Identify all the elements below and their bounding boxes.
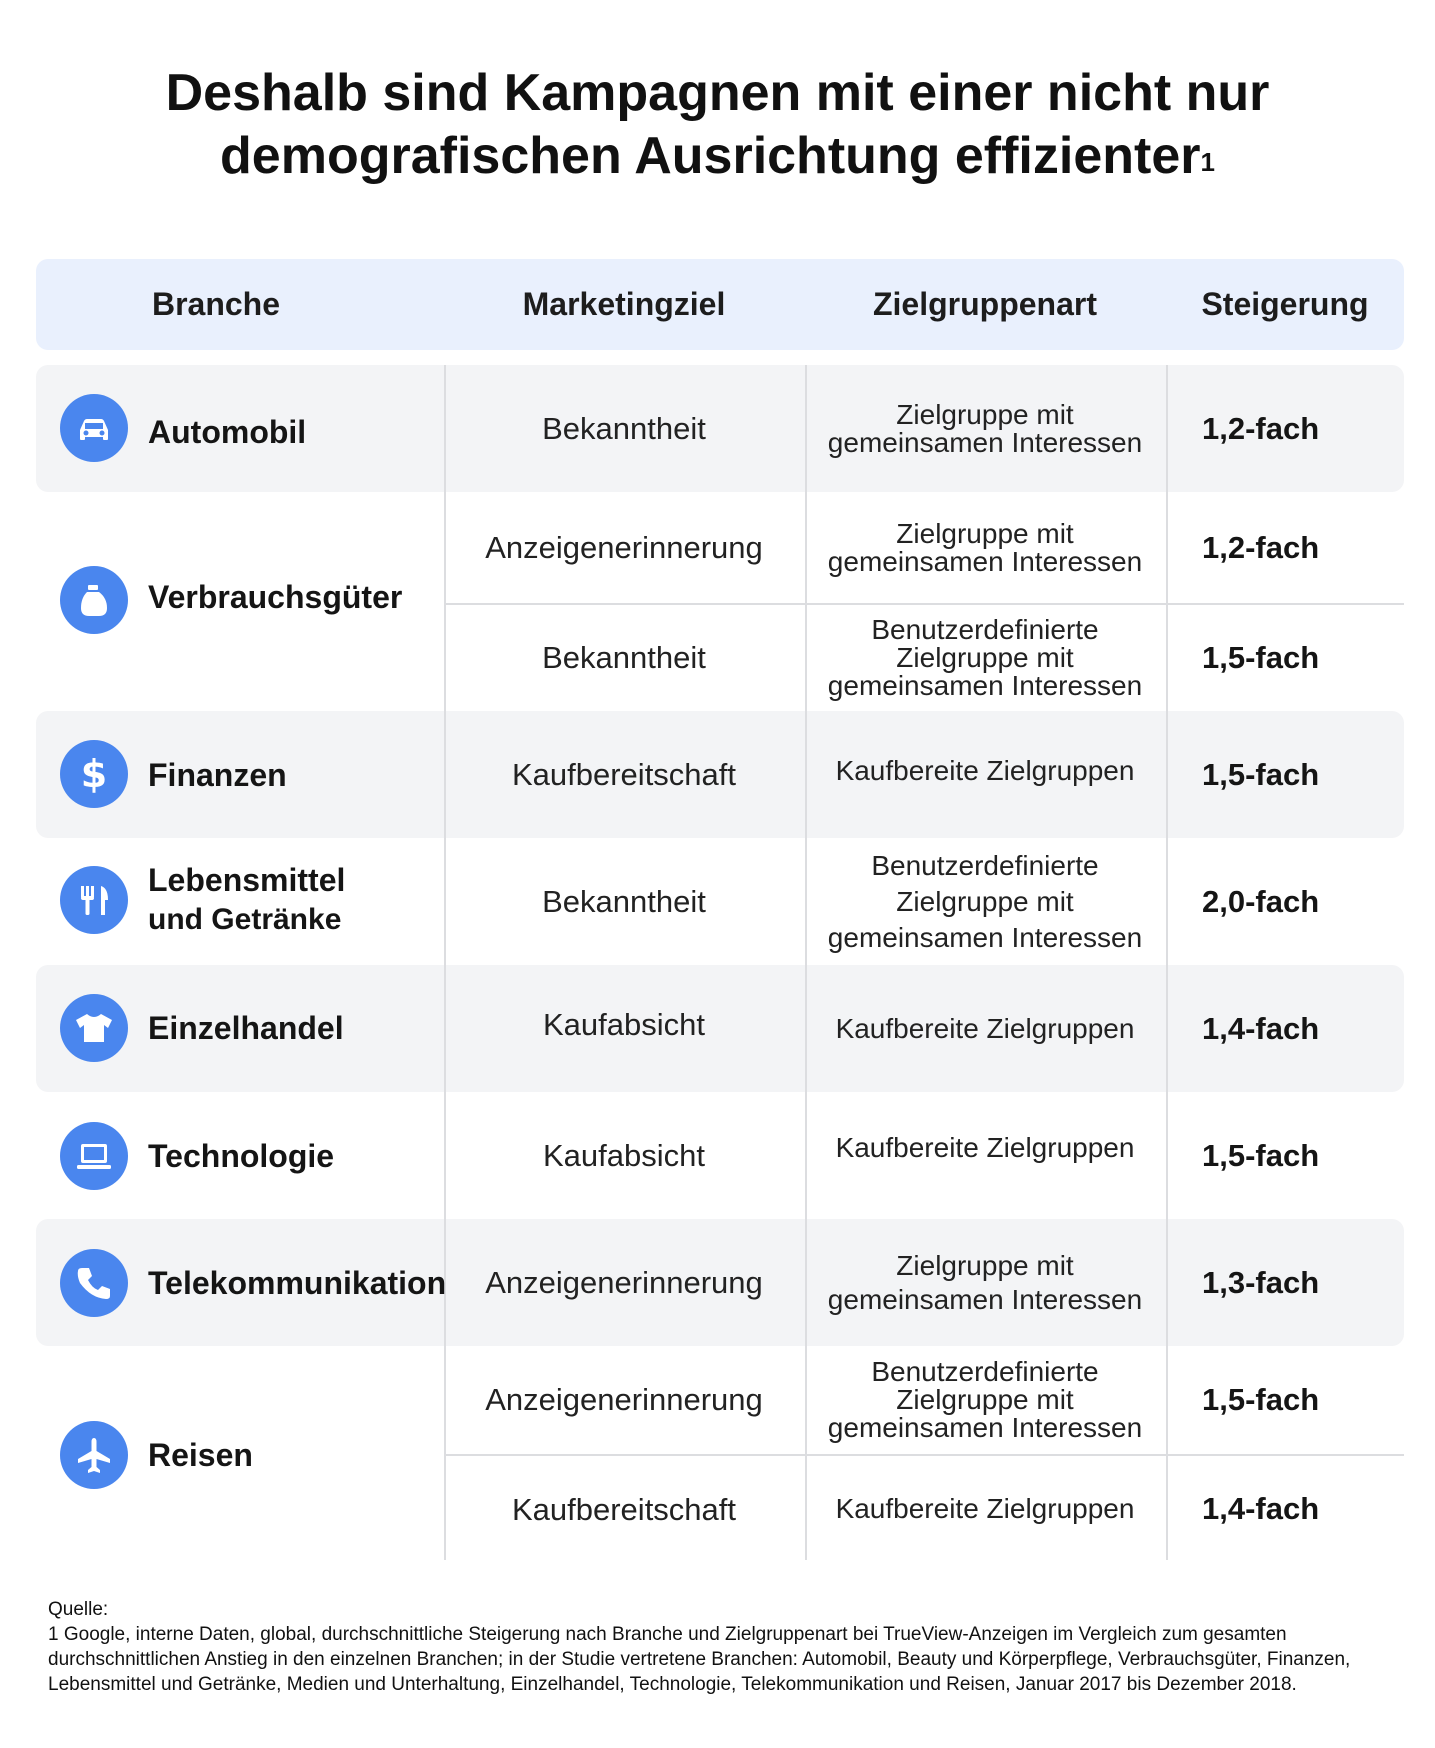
- source-label: Quelle:: [48, 1599, 109, 1620]
- zielgruppenart-cell: Kaufbereite Zielgruppen: [835, 1132, 1135, 1163]
- steigerung-cell: 1,5-fach: [1202, 1382, 1320, 1417]
- airplane-icon: [60, 1421, 128, 1489]
- title-line-1: Deshalb sind Kampagnen mit einer nicht nur: [165, 64, 1270, 122]
- marketingziel-cell: Anzeigenerinnerung: [485, 529, 763, 565]
- header-steigerung: Steigerung: [1201, 286, 1369, 322]
- branche-label-line-1: Lebensmittel: [148, 862, 346, 898]
- header-zielgruppenart: Zielgruppenart: [872, 286, 1097, 322]
- branche-label-line-2: und Getränke: [148, 903, 342, 936]
- svg-text:$: $: [80, 752, 108, 796]
- marketingziel-cell: Bekanntheit: [542, 410, 706, 446]
- zielgruppenart-cell: Benutzerdefinierte Zielgruppe mit gemeinsamen Interessen: [827, 849, 1143, 953]
- marketingziel-cell: Bekanntheit: [542, 883, 706, 919]
- branche-label: Finanzen: [148, 757, 287, 793]
- marketingziel-cell: Kaufbereitschaft: [511, 756, 737, 792]
- zielgruppenart-cell: Zielgruppe mit gemeinsamen Interessen: [827, 1249, 1143, 1315]
- header-branche: Branche: [151, 286, 281, 322]
- steigerung-cell: 1,2-fach: [1202, 410, 1320, 446]
- zielgruppenart-cell: Kaufbereite Zielgruppen: [835, 1012, 1135, 1044]
- branche-label: Verbrauchsgüter: [148, 579, 403, 615]
- branche-label: Reisen: [148, 1437, 253, 1473]
- title-footnote-mark: 1: [1200, 147, 1215, 177]
- marketingziel-cell: Kaufabsicht: [543, 1137, 705, 1173]
- page-title: [0, 62, 1435, 188]
- detergent-bottle-icon: [60, 566, 128, 634]
- steigerung-cell: 1,4-fach: [1202, 1010, 1320, 1046]
- source-note: [48, 1597, 1408, 1697]
- phone-icon: [60, 1249, 128, 1317]
- marketingziel-cell: Anzeigenerinnerung: [485, 1264, 763, 1300]
- zielgruppenart-cell: Benutzerdefinierte Zielgruppe mit gemeinsamen Interessen: [827, 614, 1143, 701]
- steigerung-cell: 2,0-fach: [1202, 883, 1320, 919]
- branche-label: Automobil: [148, 414, 307, 450]
- steigerung-cell: 1,3-fach: [1202, 1264, 1320, 1300]
- marketingziel-cell: Kaufabsicht: [543, 1007, 705, 1042]
- marketingziel-cell: Bekanntheit: [542, 640, 706, 675]
- steigerung-cell: 1,5-fach: [1202, 640, 1320, 675]
- car-icon: [60, 394, 128, 462]
- steigerung-cell: 1,5-fach: [1202, 1137, 1320, 1173]
- table-header: [36, 259, 1404, 350]
- header-marketingziel: Marketingziel: [522, 286, 726, 322]
- zielgruppenart-cell: Zielgruppe mit gemeinsamen Interessen: [827, 398, 1143, 458]
- branche-label: Technologie: [148, 1138, 335, 1174]
- tshirt-icon: [60, 994, 128, 1062]
- steigerung-cell: 1,2-fach: [1202, 529, 1320, 565]
- zielgruppenart-cell: Kaufbereite Zielgruppen: [835, 1493, 1135, 1524]
- marketingziel-cell: Anzeigenerinnerung: [485, 1382, 763, 1417]
- branche-label: [148, 860, 345, 940]
- zielgruppenart-cell: Kaufbereite Zielgruppen: [835, 755, 1135, 786]
- dollar-icon: [60, 740, 128, 808]
- zielgruppenart-cell: Zielgruppe mit gemeinsamen Interessen: [827, 517, 1143, 577]
- marketingziel-cell: Kaufbereitschaft: [511, 1492, 737, 1527]
- branche-label: Telekommunikation: [148, 1265, 447, 1301]
- title-line-2-text: demografischen Ausrichtung effizienter: [220, 127, 1201, 185]
- source-text: 1 Google, interne Daten, global, durchschnittliche Steigerung nach Branche und Zielgruppenart bei TrueView-Anzeigen im Vergleich zum gesamten durchschnittlichen Anstieg in den einzelnen Branchen; in der Studie vertretene Branchen: Automobil, Beauty und Körperpflege, Verbrauchsgüter, Finanzen, Lebensmittel und Getränke, Medien und Unterhaltung, Einzelhandel, Technologie, Telekommunikation und Reisen, Januar 2017 bis Dezember 2018.: [48, 1624, 1351, 1695]
- laptop-icon: [60, 1122, 128, 1190]
- branche-label: Einzelhandel: [148, 1010, 344, 1046]
- steigerung-cell: 1,4-fach: [1202, 1491, 1320, 1526]
- steigerung-cell: 1,5-fach: [1202, 756, 1320, 792]
- zielgruppenart-cell: Benutzerdefinierte Zielgruppe mit gemeinsamen Interessen: [827, 1356, 1143, 1443]
- fork-knife-icon: [60, 866, 128, 934]
- title-line-2: [0, 125, 1435, 188]
